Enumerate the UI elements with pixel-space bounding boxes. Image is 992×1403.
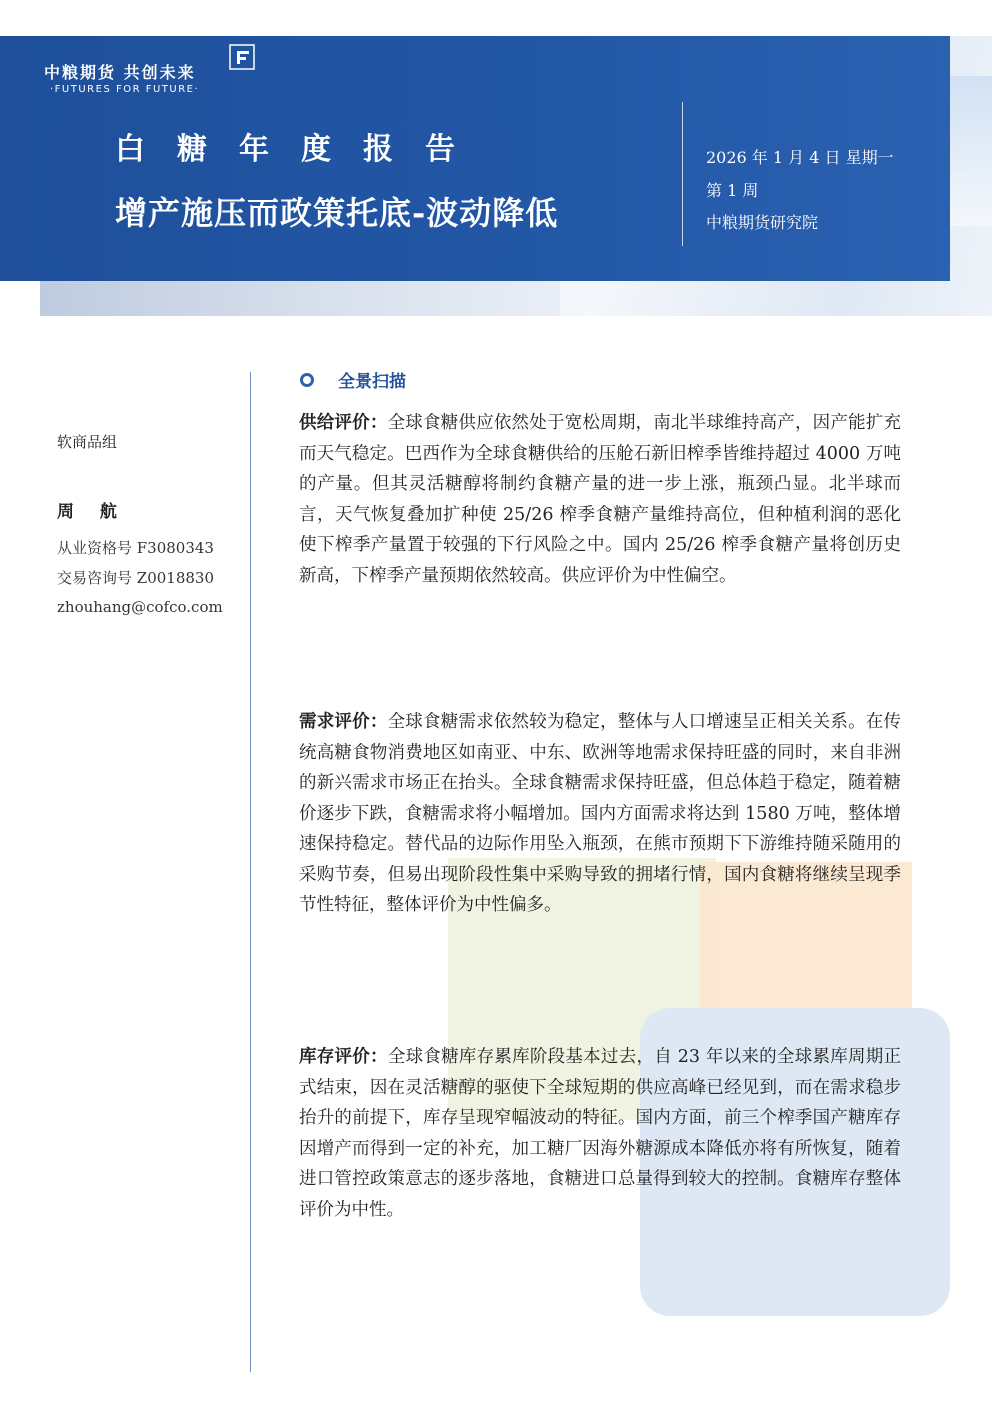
- report-title: 增产施压而政策托底-波动降低: [115, 194, 559, 232]
- circle-bullet-icon: [300, 373, 314, 387]
- paragraph-label: 需求评价：: [299, 712, 388, 732]
- analyst-email[interactable]: zhouhang@cofco.com: [57, 598, 223, 616]
- header-divider: [682, 102, 683, 246]
- sidebar-divider: [250, 372, 251, 1372]
- report-date: 2026 年 1 月 4 日 星期一: [706, 148, 894, 167]
- inventory-paragraph: [299, 1042, 901, 1225]
- analyst-name: 周 航: [57, 502, 127, 522]
- report-organization: 中粮期货研究院: [706, 213, 819, 232]
- paragraph-label: 库存评价：: [299, 1047, 388, 1067]
- paragraph-text: 全球食糖需求依然较为稳定，整体与人口增速呈正相关关系。在传统高糖食物消费地区如南亚、中东、欧洲等地需求保持旺盛的同时，来自非洲的新兴需求市场正在抬头。全球食糖需求保持旺盛，但总体趋于稳定，随着糖价逐步下跌，食糖需求将小幅增加。国内方面需求将达到 1580 万吨，整体增速保持稳定。替代品的边际作用坠入瓶颈，在熊市预期下下游维持随采随用的采购节奏，但易出现阶段性集中采购导致的拥堵行情，国内食糖将继续呈现季节性特征，整体评价为中性偏多。: [299, 712, 901, 915]
- company-logo-icon: [229, 44, 255, 70]
- analyst-group: 软商品组: [57, 433, 118, 451]
- supply-paragraph: [299, 408, 901, 591]
- paragraph-text: 全球食糖供应依然处于宽松周期，南北半球维持高产，因产能扩充而天气稳定。巴西作为全球食糖供给的压舱石新旧榨季皆维持超过 4000 万吨的产量。但其灵活糖醇将制约食糖产量的进一步上涨，瓶颈凸显。北半球而言，天气恢复叠加扩种使 25/26 榨季食糖产量维持高位，但种植利润的恶化使下榨季产量置于较强的下行风险之中。国内 25/26 榨季食糖产量将创历史新高，下榨季产量预期依然较高。供应评价为中性偏空。: [299, 413, 901, 586]
- section-title: 全景扫描: [338, 372, 406, 392]
- analyst-consult-number: 交易咨询号 Z0018830: [57, 569, 214, 587]
- report-type: 白糖年度报告: [115, 132, 487, 167]
- section-heading: [300, 367, 406, 392]
- company-logo-text: 中粮期货 共创未来: [44, 63, 196, 82]
- company-slogan: ·FUTURES FOR FUTURE·: [50, 84, 200, 95]
- paragraph-label: 供给评价：: [299, 413, 388, 433]
- paragraph-text: 全球食糖库存累库阶段基本过去，自 23 年以来的全球累库周期正式结束，因在灵活糖醇的驱使下全球短期的供应高峰已经见到，而在需求稳步抬升的前提下，库存呈现窄幅波动的特征。国内方面，前三个榨季国产糖库存因增产而得到一定的补充，加工糖厂因海外糖源成本降低亦将有所恢复，随着进口管控政策意志的逐步落地，食糖进口总量得到较大的控制。食糖库存整体评价为中性。: [299, 1047, 901, 1220]
- demand-paragraph: [299, 707, 901, 921]
- analyst-license: 从业资格号 F3080343: [57, 539, 214, 557]
- report-week: 第 1 周: [706, 181, 759, 200]
